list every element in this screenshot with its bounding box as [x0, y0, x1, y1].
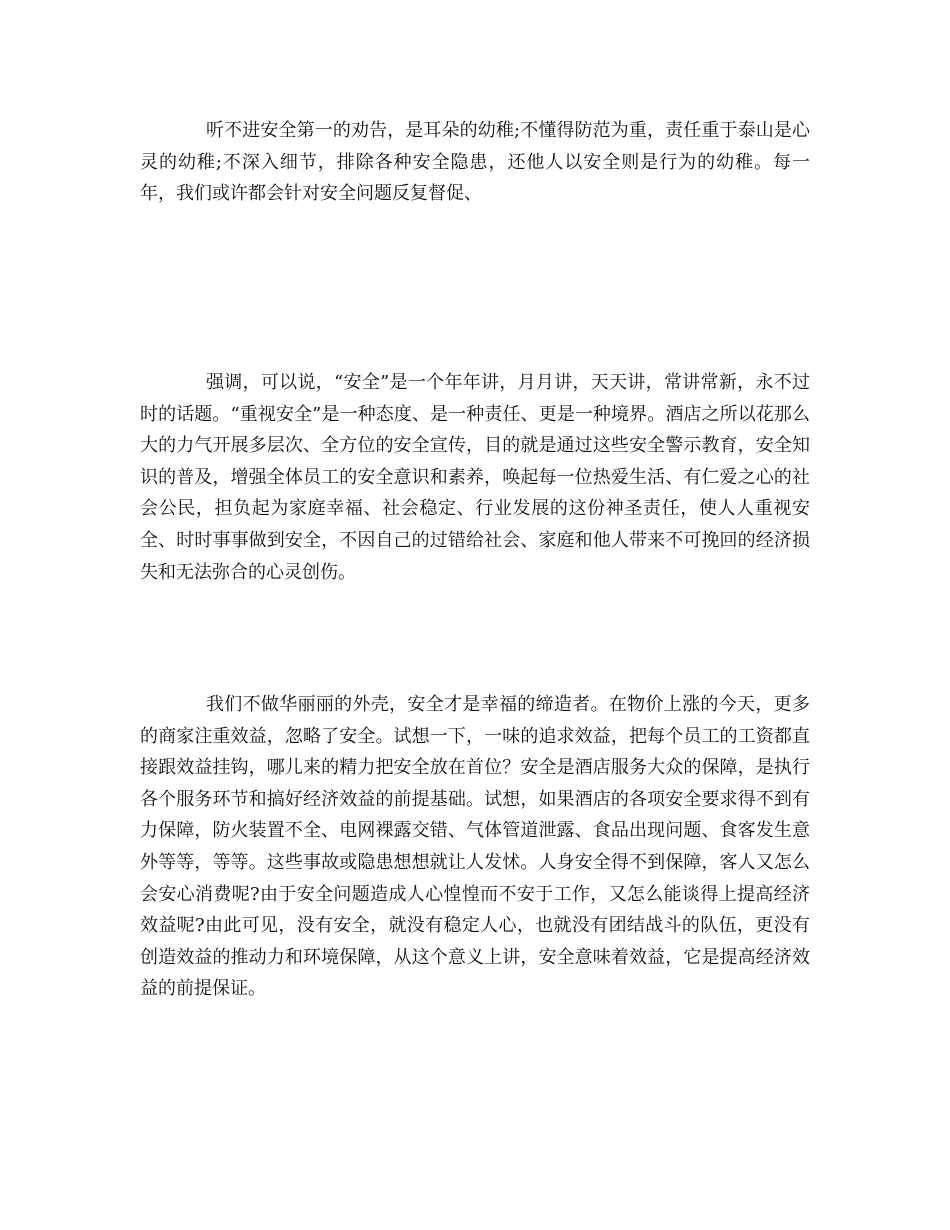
paragraph-2: 强调，可以说，“安全”是一个年年讲，月月讲，天天讲，常讲常新，永不过时的话题。“重视安全”是一种态度、是一种责任、更是一种境界。酒店之所以花那么大的力气开展多层次、全方位的安全宣传，目的就是通过这些安全警示教育，安全知识的普及，增强全体员工的安全意识和素养，唤起每一位热爱生活、有仁爱之心的社会公民，担负起为家庭幸福、社会稳定、行业发展的这份神圣责任，使人人重视安全、时时事事做到安全，不因自己的过错给社会、家庭和他人带来不可挽回的经济损失和无法弥合的心灵创伤。 [140, 372, 810, 583]
paragraph-3: 我们不做华丽丽的外壳，安全才是幸福的缔造者。在物价上涨的今天，更多的商家注重效益，忽略了安全。试想一下，一味的追求效益，把每个员工的工资都直接跟效益挂钩，哪儿来的精力把安全放在首位？安全是酒店服务大众的保障，是执行各个服务环节和搞好经济效益的前提基础。试想，如果酒店的各项安全要求得不到有力保障，防火装置不全、电网裸露交错、气体管道泄露、食品出现问题、食客发生意外等等，等等。这些事故或隐患想想就让人发怵。人身安全得不到保障，客人又怎么会安心消费呢?由于安全问题造成人心惶惶而不安于工作，又怎么能谈得上提高经济效益呢?由此可见，没有安全，就没有稳定人心，也就没有团结战斗的队伍，更没有创造效益的推动力和环境保障，从这个意义上讲，安全意味着效益，它是提高经济效益的前提保证。 [140, 694, 810, 1000]
paragraph-1: 听不进安全第一的劝告，是耳朵的幼稚;不懂得防范为重，责任重于泰山是心灵的幼稚;不深入细节，排除各种安全隐患，还他人以安全则是行为的幼稚。每一年，我们或许都会针对安全问题反复督促、 [140, 120, 810, 205]
